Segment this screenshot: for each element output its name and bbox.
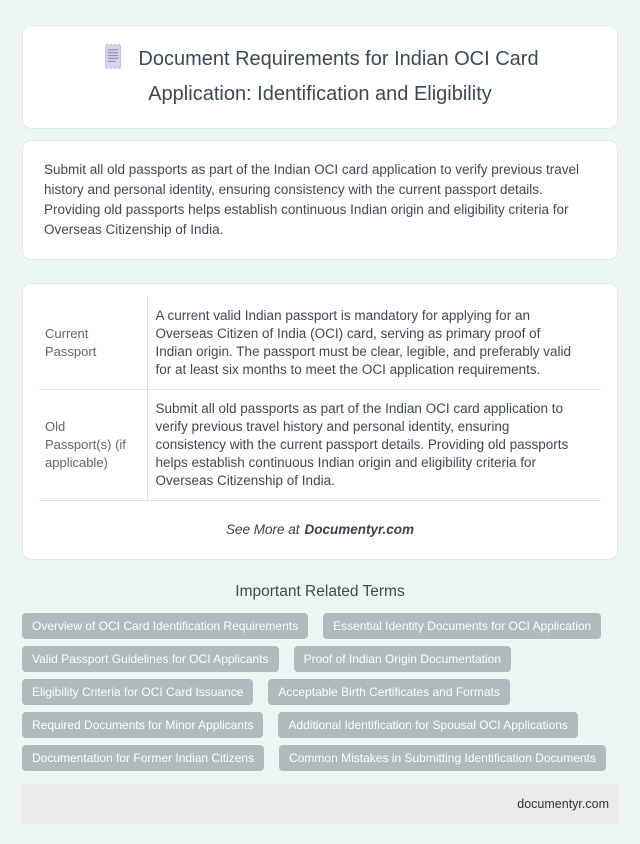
description-cell: A current valid Indian passport is mandatory for applying for an Overseas Citizen of India (OCI) card, serving as primary proof of Indian origin. The passport must be clear, legible, and preferably valid for at least six months to meet the OCI application requirements. <box>147 297 601 390</box>
footer-site-link[interactable]: documentyr.com <box>517 797 609 811</box>
related-terms-list <box>22 613 618 771</box>
related-term-pill[interactable]: Eligibility Criteria for OCI Card Issuance <box>22 679 253 705</box>
table-row <box>39 390 601 501</box>
related-term-pill[interactable]: Overview of OCI Card Identification Requirements <box>22 613 308 639</box>
description-cell: Submit all old passports as part of the Indian OCI card application to verify previous travel history and personal identity, ensuring consistency with the current passport details. Providing old passports helps establish continuous Indian origin and eligibility criteria for Overseas Citizenship of India. <box>147 390 601 501</box>
term-cell: Current Passport <box>39 297 147 390</box>
related-term-pill[interactable]: Additional Identification for Spousal OCI Applications <box>278 712 578 738</box>
see-more-text: See More at <box>225 522 300 537</box>
related-term-pill[interactable]: Documentation for Former Indian Citizens <box>22 745 264 771</box>
title-card <box>22 25 618 129</box>
intro-card <box>22 140 618 260</box>
table-row <box>39 297 601 390</box>
footer-bar <box>22 784 618 824</box>
requirements-card <box>22 283 618 560</box>
related-term-pill[interactable]: Common Mistakes in Submitting Identification Documents <box>279 745 606 771</box>
related-term-pill[interactable]: Proof of Indian Origin Documentation <box>294 646 511 672</box>
requirements-table <box>39 297 601 501</box>
see-more-brand-link[interactable]: Documentyr.com <box>304 522 415 537</box>
term-cell: Old Passport(s) (if applicable) <box>39 390 147 501</box>
related-terms-heading: Important Related Terms <box>235 583 405 600</box>
related-term-pill[interactable]: Acceptable Birth Certificates and Formats <box>268 679 509 705</box>
page-title-text: Document Requirements for Indian OCI Card Application: Identification and Eligibility <box>138 48 539 105</box>
related-term-pill[interactable]: Required Documents for Minor Applicants <box>22 712 263 738</box>
receipt-icon <box>101 43 125 79</box>
related-term-pill[interactable]: Essential Identity Documents for OCI Application <box>323 613 601 639</box>
page-title <box>49 43 591 109</box>
related-term-pill[interactable]: Valid Passport Guidelines for OCI Applicants <box>22 646 279 672</box>
intro-paragraph: Submit all old passports as part of the Indian OCI card application to verify previous travel history and personal identity, ensuring consistency with the current passport details. Providing old passports helps establish continuous Indian origin and eligibility criteria for Overseas Citizenship of India. <box>44 162 580 237</box>
see-more-line <box>39 522 601 537</box>
